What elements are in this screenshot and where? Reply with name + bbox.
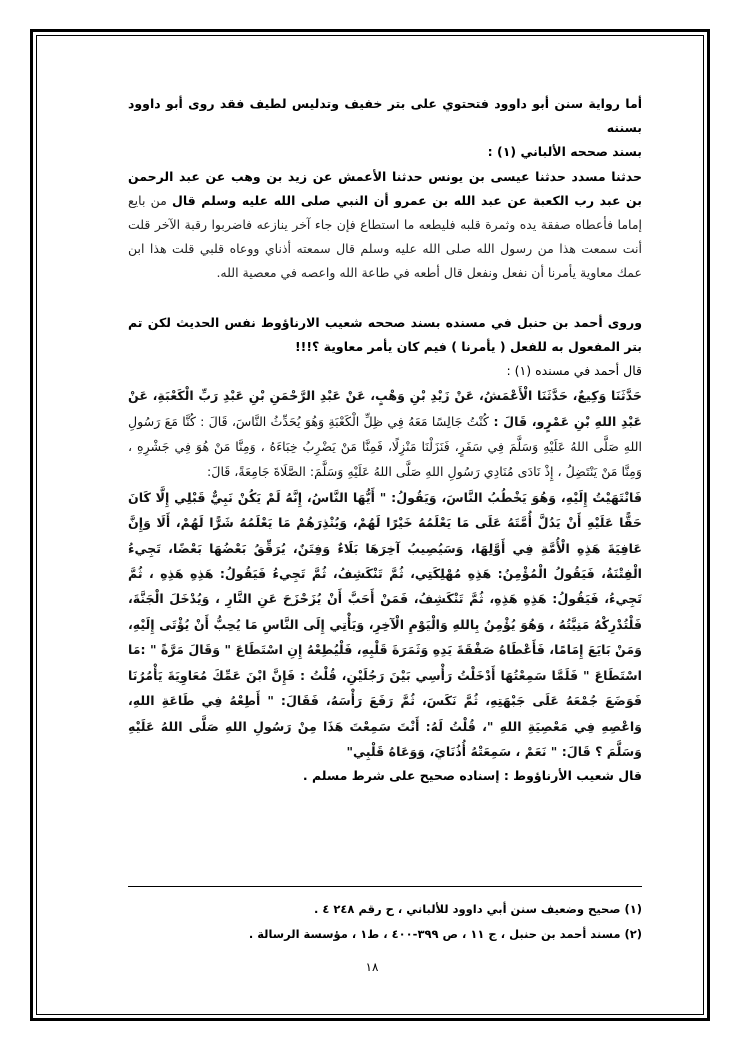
page-number: ١٨: [365, 960, 379, 974]
abu-dawud-matn: من بايع إماما فأعطاه صفقة يده وثمرة قلبه فليطعه ما استطاع فإن جاء آخر ينازعه فاضربوا رقبة الآخر قلت أنت سمعت هذا من رسول الله صلى الله عليه وسلم قال سمعته أذناي ووعاه قلبي قلت هذا ابن عمك معاوية يأمرنا أن نفعل ونفعل قال أطعه في طاعة الله واعصه في معصية الله.: [128, 192, 642, 281]
ahmad-isnad-chain: حَدَّثَنَا وَكِيعٌ، حَدَّثَنَا الْأَعْمَشُ، عَنْ زَيْدِ بْنِ وَهْبٍ، عَنْ عَبْدِ الرَّحْمَنِ بْنِ عَبْدِ رَبِّ الْكَعْبَةِ، عَنْ عَبْدِ اللهِ بْنِ عَمْرٍو، قَالَ :: [128, 388, 643, 429]
footnotes: [128, 897, 642, 947]
ahmad-isnad: [128, 383, 642, 485]
footnote-1: (١) صحيح وضعيف سنن أبي داوود للألباني ، ح رقم ٢٤٨ ٤ .: [313, 902, 642, 916]
page-body: [128, 92, 642, 789]
ahmad-matn: فَانْتَهَيْتُ إِلَيْهِ، وَهُوَ يَخْطُبُ النَّاسَ، وَيَقُولُ: " أَيُّهَا النَّاسُ، إِنَّهُ لَمْ يَكُنْ نَبِيٌّ قَبْلِي إِلَّا كَانَ حَقًّا عَلَيْهِ أَنْ يَدُلَّ أُمَّتَهُ عَلَى مَا يَعْلَمُهُ خَيْرًا لَهُمْ، وَيُنْذِرَهُمْ مَا يَعْلَمُهُ شَرًّا لَهُمْ، أَلَا وَإِنَّ عَافِيَةَ هَذِهِ الْأُمَّةِ فِي أَوَّلِهَا، وَسَيُصِيبُ آخِرَهَا بَلَاءٌ وَفِتَنٌ، يُرَقِّقُ بَعْضُهَا بَعْضًا، تَجِيءُ الْفِتْنَةُ، فَيَقُولُ الْمُؤْمِنُ: هَذِهِ مُهْلِكَتِي، ثُمَّ تَنْكَشِفُ، ثُمَّ تَجِيءُ فَيَقُولُ: هَذِهِ هَذِهِ ، ثُمَّ تَجِيءُ، فَيَقُولُ: هَذِهِ هَذِهِ، ثُمَّ تَنْكَشِفُ، فَمَنْ أَحَبَّ أَنْ يُزَحْزَحَ عَنِ النَّارِ ، وَيُدْخَلَ الْجَنَّةَ، فَلْتُدْرِكْهُ مَنِيَّتُهُ ، وَهُوَ يُؤْمِنُ بِاللهِ وَالْيَوْمِ الْآخِرِ، وَيَأْتِي إِلَى النَّاسِ مَا يُحِبُّ أَنْ يُؤْتَى إِلَيْهِ، وَمَنْ بَايَعَ إِمَامًا، فَأَعْطَاهُ صَفْقَةَ يَدِهِ وَثَمَرَةَ قَلْبِهِ، فَلْيُطِعْهُ إِنِ اسْتَطَاعَ " وَقَالَ مَرَّةً " :مَا اسْتَطَاعَ " فَلَمَّا سَمِعْتُهَا أَدْخَلْتُ رَأْسِي بَيْنَ رَجُلَيْنِ، قُلْتُ : فَإِنَّ ابْنَ عَمِّكَ مُعَاوِيَةَ يَأْمُرُنَا فَوَضَعَ جُمْعَهُ عَلَى جَبْهَتِهِ، ثُمَّ نَكَسَ، ثُمَّ رَفَعَ رَأْسَهُ، فَقَالَ: " أَطِعْهُ فِي طَاعَةِ اللهِ، وَاعْصِهِ فِي مَعْصِيَةِ اللهِ "، قُلْتُ لَهُ: أَنْتَ سَمِعْتَ هَذَا مِنْ رَسُولِ اللهِ صَلَّى اللهُ عَلَيْهِ وَسَلَّمَ ؟ قَالَ: " نَعَمْ ، سَمِعَتْهُ أُذُنَايَ، وَوَعَاهُ قَلْبِي": [128, 489, 642, 759]
ahmad-matn-opening: كُنْتُ جَالِسًا مَعَهُ فِي ظِلِّ الْكَعْبَةِ وَهُوَ يُحَدِّثُ النَّاسَ، قَالَ : كُنَّا مَعَ رَسُولِ اللهِ صَلَّى اللهُ عَلَيْهِ وَسَلَّمَ فِي سَفَرٍ، فَنَزَلْنَا مَنْزِلًا، فَمِنَّا مَنْ يَضْرِبُ خِبَاءَهُ ، وَمِنَّا مَنْ هُوَ فِي جَشْرِهِ ، وَمِنَّا مَنْ يَنْتَضِلُ ، إِذْ نَادَى مُنَادِي رَسُولِ اللهِ صَلَّى اللهُ عَلَيْهِ وَسَلَّمَ: الصَّلَاةَ جَامِعَةً، قَالَ:: [128, 413, 642, 480]
footnote-2: (٢) مسند أحمد بن حنبل ، ج ١١ ، ص ٣٩٩-٤٠٠ ، ط١ ، مؤسسة الرسالة .: [248, 927, 642, 941]
intro-line-1: أما رواية سنن أبو داوود فتحتوي على بتر خفيف وتدليس لطيف فقد روى أبو داوود بسننه: [128, 96, 642, 136]
ahmad-source-line: قال أحمد في مسنده (١) :: [506, 363, 642, 379]
abu-dawud-hadith: [128, 165, 642, 286]
intro-line-2: بسند صححه الألباني (١) :: [487, 144, 642, 160]
ahmad-intro: وروى أحمد بن حنبل في مسنده بسند صححه شعيب الارناؤوط نفس الحديث لكن تم بتر المفعول به للفعل ( يأمرنا ) فيم كان يأمر معاوية ؟!!!: [128, 314, 642, 354]
paragraph-gap: [128, 286, 642, 311]
footnote-separator: [128, 886, 642, 887]
grading-note: قال شعيب الأرناؤوط : إسناده صحيح على شرط مسلم .: [302, 768, 642, 784]
abu-dawud-isnad: حدثنا مسدد حدثنا عيسى بن يونس حدثنا الأعمش عن زيد بن وهب عن عبد الرحمن بن عبد رب الكعبة عن عبد الله بن عمرو أن النبي صلى الله عليه وسلم قال: [128, 168, 642, 208]
